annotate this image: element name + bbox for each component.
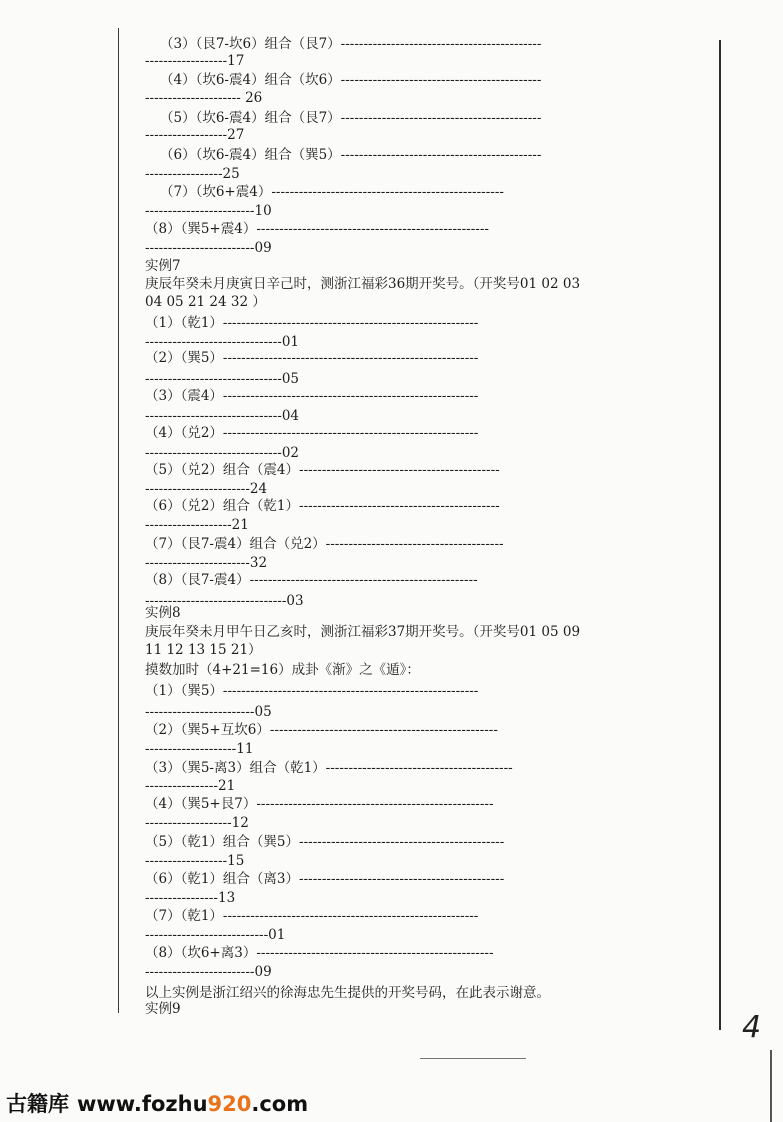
text-line: -----------------25 <box>145 166 240 182</box>
text-line: （5）（乾1）组合（巽5）--------------------------------------------- <box>145 834 505 850</box>
text-line: （3）（艮7-坎6）组合（艮7）-------------------------------------------- <box>160 36 542 52</box>
text-line: （7）（艮7-震4）组合（兑2）--------------------------------------- <box>145 536 504 552</box>
text-line: --------------------- 26 <box>145 90 263 106</box>
example-heading: 实例8 <box>145 605 181 621</box>
text-line: （1）（巽5）-------------------------------------------------------- <box>145 683 479 699</box>
text-line: ------------------27 <box>145 127 245 143</box>
text-line: ---------------------------01 <box>145 927 286 943</box>
text-line: （3）（巽5-离3）组合（乾1）----------------------------------------- <box>145 760 513 776</box>
text-line: 11 12 13 15 21） <box>145 642 262 658</box>
text-line: ------------------------09 <box>145 964 272 980</box>
example-heading: 实例7 <box>145 258 181 274</box>
text-line: ------------------------------02 <box>145 445 300 461</box>
text-line: -------------------21 <box>145 517 249 533</box>
text-line: （4）（兑2）-------------------------------------------------------- <box>145 425 479 441</box>
text-line: 摸数加时（4+21=16）成卦《渐》之《遁》： <box>145 662 420 678</box>
text-line: -----------------------32 <box>145 555 268 571</box>
text-line: （6）（乾1）组合（离3）--------------------------------------------- <box>145 871 505 887</box>
text-line: （7）（乾1）-------------------------------------------------------- <box>145 908 479 924</box>
text-line: （5）（兑2）组合（震4）-------------------------------------------- <box>145 462 500 478</box>
text-line: （2）（巽5+互坎6）-------------------------------------------------- <box>145 722 498 738</box>
watermark-name: 古籍库 <box>6 1092 69 1116</box>
text-line: ------------------------05 <box>145 704 272 720</box>
text-line: （8）（巽5+震4）--------------------------------------------------- <box>145 221 489 237</box>
watermark-url-number: 920 <box>207 1092 252 1116</box>
acknowledgement: 以上实例是浙江绍兴的徐海忠先生提供的开奖号码，在此表示谢意。 <box>145 985 550 1001</box>
text-line: （1）（乾1）-------------------------------------------------------- <box>145 315 479 331</box>
text-line: （2）（巽5）-------------------------------------------------------- <box>145 350 479 366</box>
text-line: （6）（兑2）组合（乾1）-------------------------------------------- <box>145 498 500 514</box>
text-line: （7）（坎6+震4）--------------------------------------------------- <box>160 184 504 200</box>
example-heading: 实例9 <box>145 1001 181 1017</box>
text-line: 庚辰年癸未月庚寅日辛己时，测浙江福彩36期开奖号。（开奖号01 02 03 <box>145 276 581 292</box>
text-line: （6）（坎6-震4）组合（巽5）-------------------------------------------- <box>160 147 542 163</box>
text-line: ------------------17 <box>145 53 245 69</box>
text-line: 04 05 21 24 32 ） <box>145 294 266 310</box>
text-line: ------------------------09 <box>145 240 272 256</box>
page-number: 4 <box>742 1010 762 1045</box>
text-line: ------------------------------04 <box>145 408 300 424</box>
watermark-url-suffix: .com <box>251 1092 309 1116</box>
site-watermark <box>6 1088 308 1118</box>
text-line: ------------------15 <box>145 853 245 869</box>
text-line: ----------------13 <box>145 890 236 906</box>
text-line: （8）（坎6+离3）---------------------------------------------------- <box>145 945 494 961</box>
text-line: ----------------21 <box>145 778 236 794</box>
text-line: -------------------12 <box>145 815 249 831</box>
text-line: （5）（坎6-震4）组合（艮7）-------------------------------------------- <box>160 110 542 126</box>
text-line: （4）（巽5+艮7）---------------------------------------------------- <box>145 796 494 812</box>
text-line: -----------------------24 <box>145 481 268 497</box>
text-line: （3）（震4）-------------------------------------------------------- <box>145 388 479 404</box>
text-line: ------------------------------05 <box>145 371 300 387</box>
text-line: -------------------------------03 <box>145 593 304 609</box>
watermark-url-prefix: www.fozhu <box>77 1092 208 1116</box>
text-line: 庚辰年癸未月甲午日乙亥时，测浙江福彩37期开奖号。（开奖号01 05 09 <box>145 624 581 640</box>
text-line: --------------------11 <box>145 741 254 757</box>
text-line: （4）（坎6-震4）组合（坎6）-------------------------------------------- <box>160 72 542 88</box>
text-line: ------------------------------01 <box>145 334 300 350</box>
text-line: ------------------------10 <box>145 203 272 219</box>
text-line: （8）（艮7-震4）-------------------------------------------------- <box>145 572 478 588</box>
